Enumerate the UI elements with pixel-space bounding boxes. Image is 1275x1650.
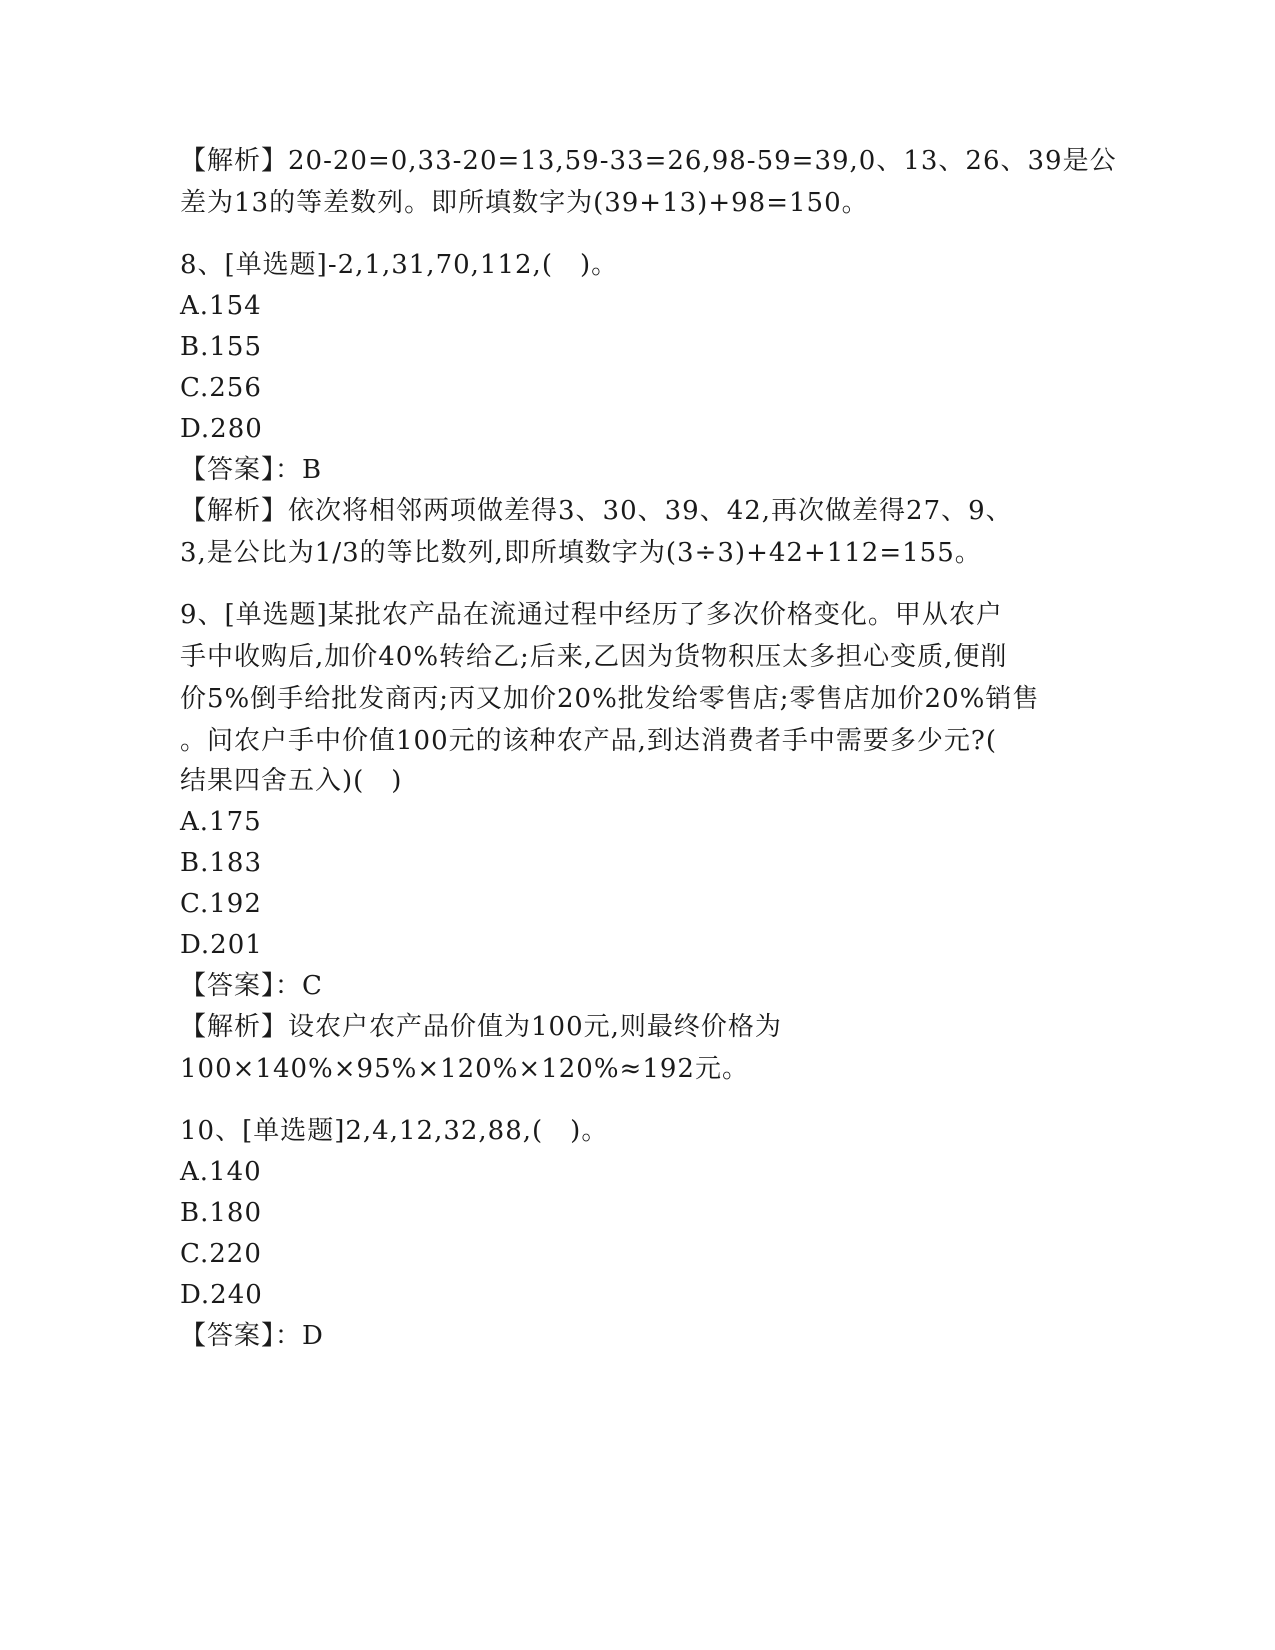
- q8-stem: 8、[单选题]-2,1,31,70,112,( )。: [180, 250, 619, 280]
- prev-analysis-line-1: 【解析】20-20=0,33-20=13,59-33=26,98-59=39,0、13、26、39是公: [180, 146, 1117, 176]
- q9-option-d: D.201: [180, 930, 263, 960]
- q9-analysis-line-1: 【解析】设农户农产品价值为100元,则最终价格为: [180, 1012, 782, 1042]
- q8-option-a: A.154: [180, 291, 262, 321]
- q10-stem: 10、[单选题]2,4,12,32,88,( )。: [180, 1116, 609, 1146]
- q9-option-c: C.192: [180, 889, 262, 919]
- prev-analysis-line-2: 差为13的等差数列。即所填数字为(39+13)+98=150。: [180, 188, 869, 218]
- q9-stem-line-2: 手中收购后,加价40%转给乙;后来,乙因为货物积压太多担心变质,便削: [180, 642, 1008, 672]
- q10-option-c: C.220: [180, 1239, 262, 1269]
- q9-analysis-line-2: 100×140%×95%×120%×120%≈192元。: [180, 1054, 749, 1084]
- q8-option-d: D.280: [180, 414, 263, 444]
- q9-option-a: A.175: [180, 807, 262, 837]
- q10-option-a: A.140: [180, 1157, 262, 1187]
- q9-stem-line-4: 。问农户手中价值100元的该种农产品,到达消费者手中需要多少元?(: [180, 726, 997, 756]
- q9-option-b: B.183: [180, 848, 262, 878]
- q10-option-b: B.180: [180, 1198, 262, 1228]
- q10-option-d: D.240: [180, 1280, 263, 1310]
- q8-option-c: C.256: [180, 373, 262, 403]
- q10-answer: 【答案】：D: [180, 1321, 324, 1351]
- q8-analysis-line-2: 3,是公比为1/3的等比数列,即所填数字为(3÷3)+42+112=155。: [180, 538, 982, 568]
- q9-stem-line-3: 价5%倒手给批发商丙;丙又加价20%批发给零售店;零售店加价20%销售: [180, 684, 1040, 714]
- q9-answer: 【答案】：C: [180, 971, 323, 1001]
- q8-answer: 【答案】：B: [180, 455, 323, 485]
- q8-option-b: B.155: [180, 332, 262, 362]
- q9-stem-line-1: 9、[单选题]某批农产品在流通过程中经历了多次价格变化。甲从农户: [180, 600, 1003, 630]
- q9-stem-line-5: 结果四舍五入)( ): [180, 766, 403, 796]
- q8-analysis-line-1: 【解析】依次将相邻两项做差得3、30、39、42,再次做差得27、9、: [180, 496, 1013, 526]
